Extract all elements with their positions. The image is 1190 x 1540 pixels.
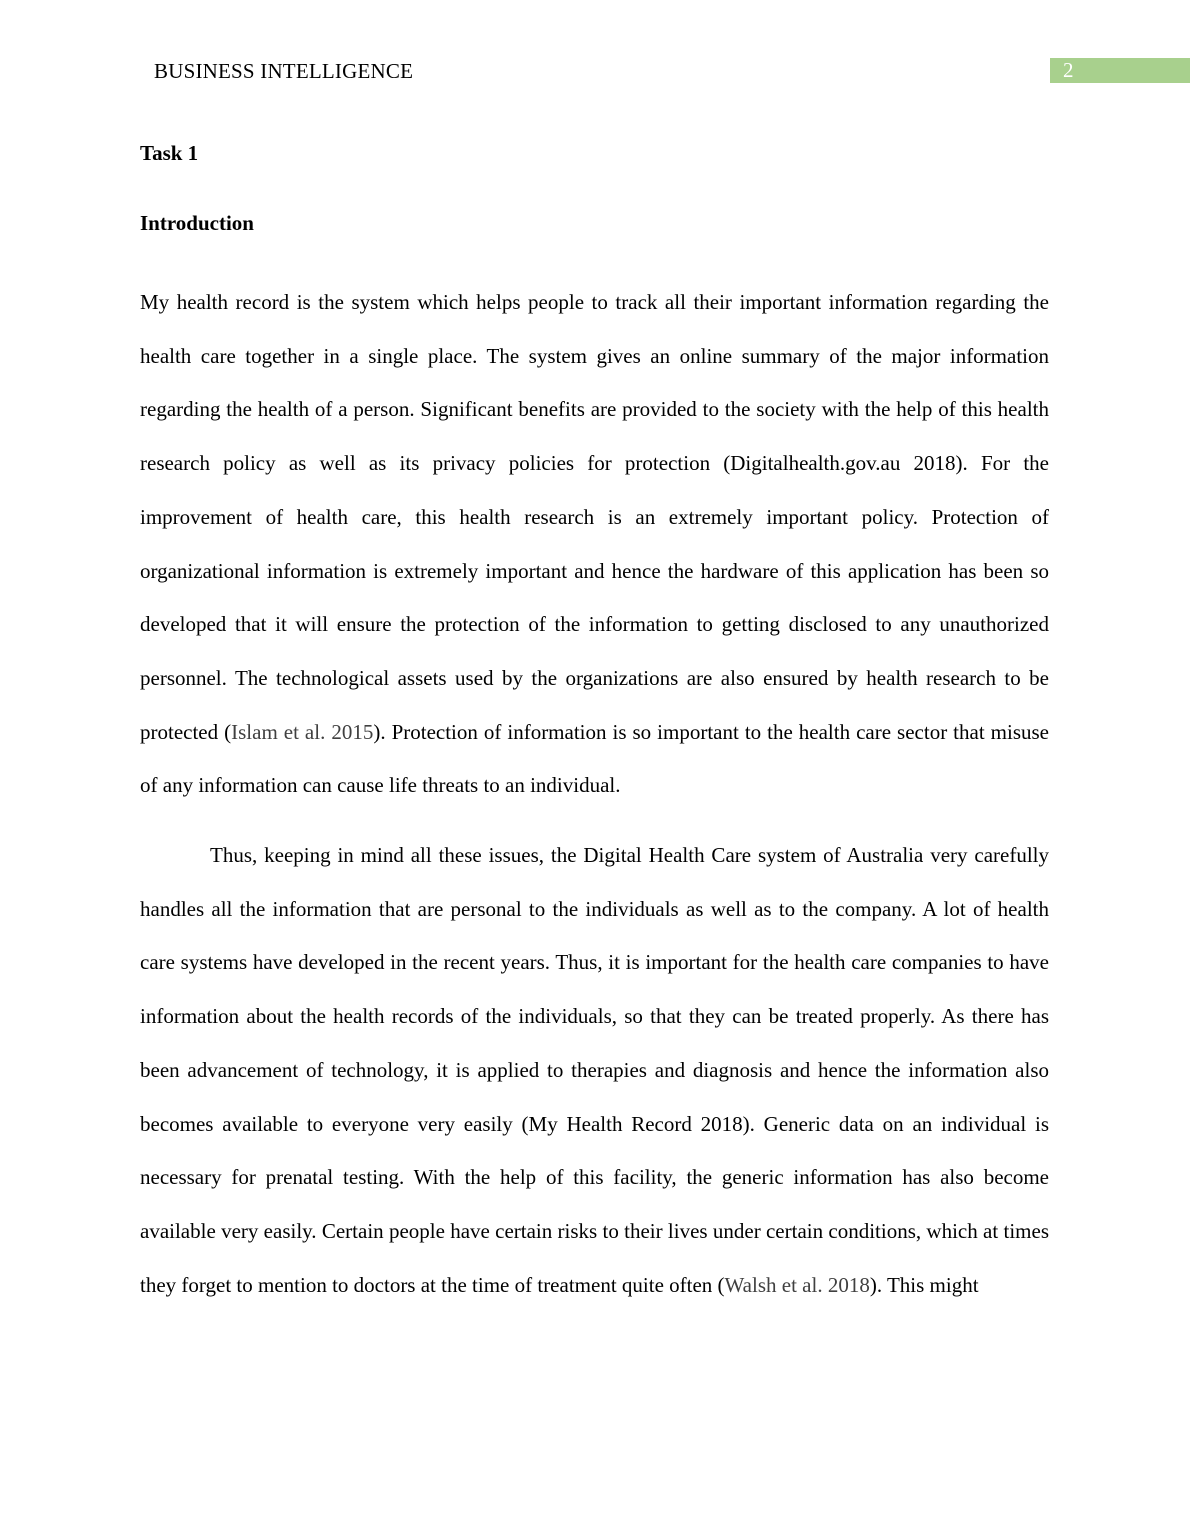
- paragraph-1-text-a: My health record is the system which helps people to track all their important information regarding the health care together in a single place. The system gives an online summary of the major information regarding the health of a person. Significant benefits are provided to the society with the help of this health research policy as well as its privacy policies for protection (Digitalhealth.gov.au 2018). For the improvement of health care, this health research is an extremely important policy. Protection of organizational information is extremely important and hence the hardware of this application has been so developed that it will ensure the protection of the information to getting disclosed to any unauthorized personnel. The technological assets used by the organizations are also ensured by health research to be protected (: [140, 290, 1049, 744]
- paragraph-2: [140, 829, 1049, 1312]
- citation-walsh: Walsh et al. 2018: [724, 1272, 870, 1297]
- page-number-band: [1050, 58, 1190, 83]
- running-header-title: BUSINESS INTELLIGENCE: [154, 59, 414, 83]
- paragraph-1-text-b: ). Protection of information is so important to the health care sector that misuse of any information can cause life threats to an individual.: [140, 719, 1049, 798]
- paragraph-1: [140, 276, 1049, 813]
- introduction-heading: Introduction: [140, 211, 254, 235]
- page-number: 2: [1063, 58, 1074, 82]
- task-heading: Task 1: [140, 141, 199, 165]
- citation-islam: Islam et al. 2015: [231, 719, 374, 744]
- document-body: [140, 136, 1049, 1312]
- paragraph-2-text-b: ). This might: [869, 1272, 979, 1297]
- paragraph-2-text-a: Thus, keeping in mind all these issues, the Digital Health Care system of Australia very carefully handles all the information that are personal to the individuals as well as to the company. A lot of health care systems have developed in the recent years. Thus, it is important for the health care companies to have information about the health records of the individuals, so that they can be treated properly. As there has been advancement of technology, it is applied to therapies and diagnosis and hence the information also becomes available to everyone very easily (My Health Record 2018). Generic data on an individual is necessary for prenatal testing. With the help of this facility, the generic information has also become available very easily. Certain people have certain risks to their lives under certain conditions, which at times they forget to mention to doctors at the time of treatment quite often (: [140, 843, 1049, 1297]
